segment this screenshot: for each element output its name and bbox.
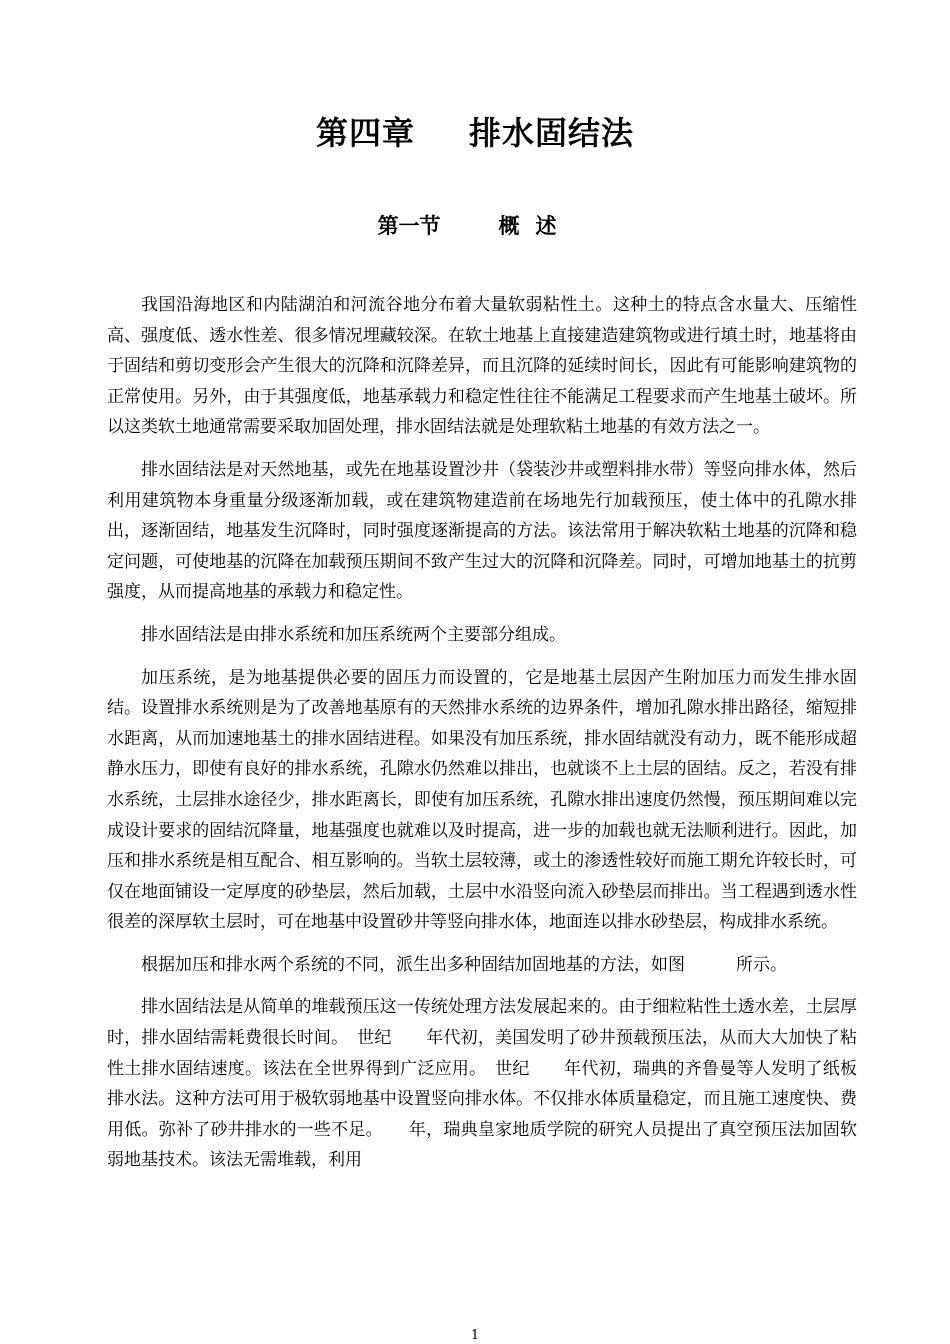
paragraph: 排水固结法是对天然地基，或先在地基设置沙井（袋装沙井或塑料排水带）等竖向排水体，然后利用建筑物本身重量分级逐渐加载，或在建筑物建造前在场地先行加载预压，使土体中的孔隙水排出，逐渐固结，地基发生沉降时，同时强度逐渐提高的方法。该法常用于解决软粘土地基的沉降和稳定问题，可使地基的沉降在加载预压期间不致产生过大的沉降和沉降差。同时，可增加地基土的抗剪强度，从而提高地基的承载力和稳定性。 [107,459,857,603]
section-title [0,210,950,240]
paragraph: 排水固结法是从简单的堆载预压这一传统处理方法发展起来的。由于细粒粘性土透水差，土层厚时，排水固结需耗费很长时间。 世纪 年代初，美国发明了砂井预载预压法，从而大大加快了粘性土排水固结速度。该法在全世界得到广泛应用。 世纪 年代初，瑞典的齐鲁曼等人发明了纸板排水法。这种方法可用于极软弱地基中设置竖向排水体。不仅排水体质量稳定，而且施工速度快、费用低。弥补了砂井排水的一些不足。 年，瑞典皇家地质学院的研究人员提出了真空预压法加固软弱地基技术。该法无需堆载，利用 [107,997,857,1171]
paragraph: 我国沿海地区和内陆湖泊和河流谷地分布着大量软弱粘性土。这种土的特点含水量大、压缩性高、强度低、透水性差、很多情况埋藏较深。在软土地基上直接建造建筑物或进行填土时，地基将由于固结和剪切变形会产生很大的沉降和沉降差异，而且沉降的延续时间长，因此有可能影响建筑物的正常使用。另外，由于其强度低，地基承载力和稳定性往往不能满足工程要求而产生地基土破坏。所以这类软土地通常需要采取加固处理，排水固结法就是处理软粘土地基的有效方法之一。 [107,295,857,438]
chapter-name: 排水固结法 [469,114,635,152]
chapter-label: 第四章 [315,114,415,152]
section-name: 概述 [498,214,573,238]
section-label: 第一节 [377,214,441,238]
page-number: 1 [470,1328,480,1343]
paragraph: 排水固结法是由排水系统和加压系统两个主要部分组成。 [141,624,566,645]
chapter-title [0,108,950,154]
paragraph: 根据加压和排水两个系统的不同，派生出多种固结加固地基的方法，如图 所示。 [141,954,787,975]
body-text [107,290,857,1188]
paragraph: 加压系统，是为地基提供必要的固压力而设置的，它是地基土层因产生附加压力而发生排水固结。设置排水系统则是为了改善地基原有的天然排水系统的边界条件，增加孔隙水排出路径，缩短排水距离，从而加速地基土的排水固结进程。如果没有加压系统，排水固结就没有动力，既不能形成超静水压力，即使有良好的排水系统，孔隙水仍然难以排出，也就谈不上土层的固结。反之，若没有排水系统，土层排水途径少，排水距离长，即使有加压系统，孔隙水排出速度仍然慢，预压期间难以完成设计要求的固结沉降量，地基强度也就难以及时提高，进一步的加载也就无法顺利进行。因此，加压和排水系统是相互配合、相互影响的。当软土层较薄，或土的渗透性较好而施工期允许较长时，可仅在地面铺设一定厚度的砂垫层，然后加载，土层中水沿竖向流入砂垫层而排出。当工程遇到透水性很差的深厚软土层时，可在地基中设置砂井等竖向排水体，地面连以排水砂垫层，构成排水系统。 [107,667,857,933]
